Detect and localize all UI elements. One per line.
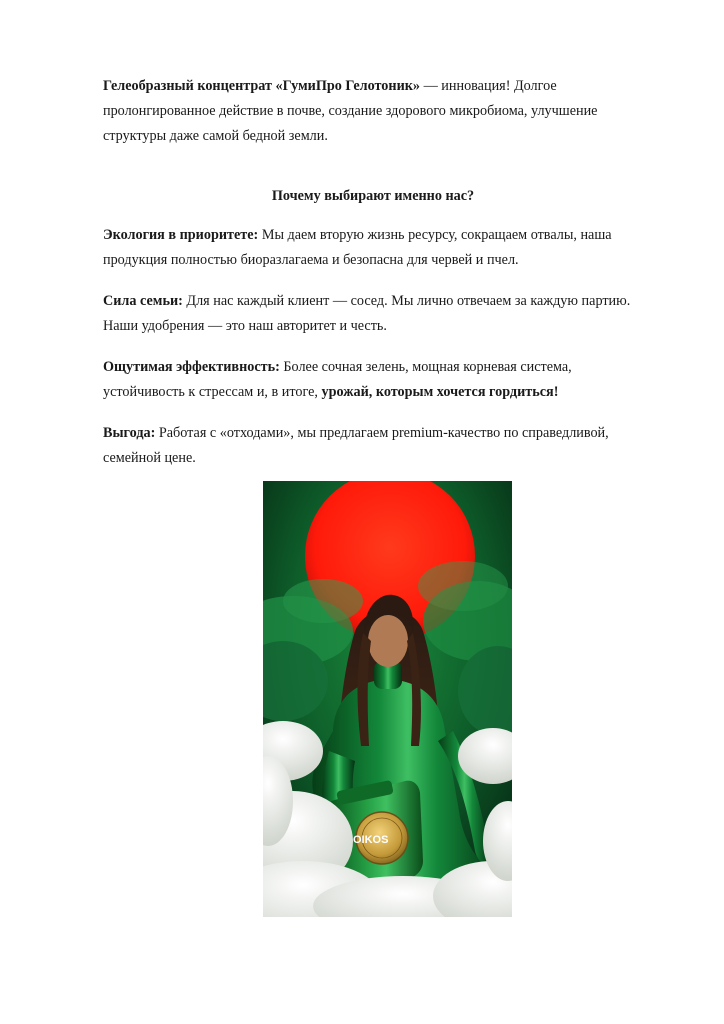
face (368, 615, 408, 667)
benefit-paragraph (103, 421, 643, 471)
family-paragraph (103, 289, 643, 339)
family-text: Для нас каждый клиент — сосед. Мы лично отвечаем за каждую партию. Наши удобрения — это наш авторитет и честь. (103, 293, 631, 334)
jar-label: OIKOS (353, 834, 389, 846)
benefit-text: Работая с «отходами», мы предлагаем premium-качество по справедливой, семейной цене. (103, 425, 609, 466)
benefit-title: Выгода: (103, 425, 156, 441)
intro-paragraph (103, 74, 643, 149)
efficiency-title: Ощутимая эффективность: (103, 359, 280, 375)
intro-text: — инновация! Долгое пролонгированное действие в почве, создание здорового микробиома, улучшение структуры даже самой бедной земли. (103, 78, 598, 144)
efficiency-text: Более сочная зелень, мощная корневая система, устойчивость к стрессам и, в итоге, (103, 359, 572, 400)
efficiency-highlight: урожай, которым хочется гордиться! (321, 384, 559, 400)
ecology-title: Экология в приоритете: (103, 227, 259, 243)
photo-illustration (263, 481, 512, 917)
efficiency-paragraph (103, 355, 643, 405)
ecology-text: Мы даем вторую жизнь ресурсу, сокращаем отвалы, наша продукция полностью биоразлагаема и безопасна для червей и пчел. (103, 227, 612, 268)
ecology-paragraph (103, 223, 643, 273)
product-name: Гелеобразный концентрат «ГумиПро Гелотоник» (103, 78, 421, 94)
section-heading: Почему выбирают именно нас? (271, 188, 475, 204)
family-title: Сила семьи: (103, 293, 183, 309)
product-photo (263, 481, 512, 917)
